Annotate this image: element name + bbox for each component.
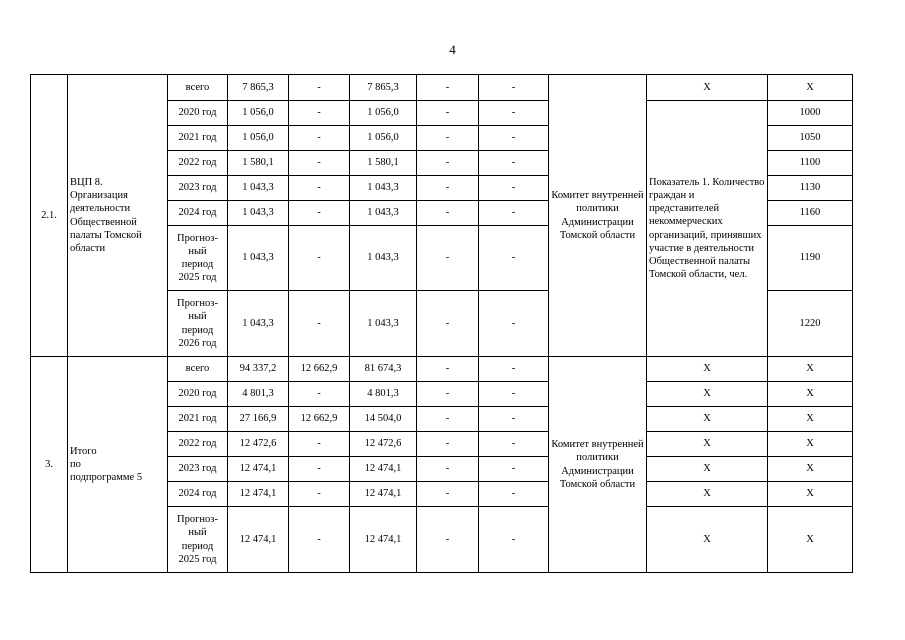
row-number: 2.1. <box>31 75 68 357</box>
other-cell: - <box>479 507 549 573</box>
total-cell: 4 801,3 <box>228 382 289 407</box>
period-cell: 2024 год <box>168 482 228 507</box>
regional-cell: 12 474,1 <box>350 457 417 482</box>
federal-cell: - <box>289 482 350 507</box>
period-cell: 2023 год <box>168 176 228 201</box>
federal-cell: - <box>289 432 350 457</box>
table-row <box>31 75 853 101</box>
regional-cell: 1 043,3 <box>350 226 417 291</box>
regional-cell: 4 801,3 <box>350 382 417 407</box>
federal-cell: - <box>289 507 350 573</box>
federal-cell: - <box>289 291 350 357</box>
regional-cell: 1 580,1 <box>350 151 417 176</box>
federal-cell: - <box>289 75 350 101</box>
other-cell: - <box>479 226 549 291</box>
total-cell: 1 043,3 <box>228 291 289 357</box>
total-cell: 1 056,0 <box>228 101 289 126</box>
federal-cell: 12 662,9 <box>289 407 350 432</box>
period-cell: всего <box>168 357 228 382</box>
local-cell: - <box>417 291 479 357</box>
value-x-cell: X <box>768 457 853 482</box>
period-cell: 2022 год <box>168 432 228 457</box>
other-cell: - <box>479 382 549 407</box>
indicator-x-cell: X <box>647 482 768 507</box>
federal-cell: - <box>289 126 350 151</box>
federal-cell: - <box>289 457 350 482</box>
total-cell: 1 043,3 <box>228 201 289 226</box>
local-cell: - <box>417 176 479 201</box>
other-cell: - <box>479 151 549 176</box>
local-cell: - <box>417 407 479 432</box>
indicator-x-cell: X <box>647 382 768 407</box>
period-cell: 2022 год <box>168 151 228 176</box>
other-cell: - <box>479 176 549 201</box>
regional-cell: 1 043,3 <box>350 291 417 357</box>
federal-cell: - <box>289 226 350 291</box>
total-cell: 12 474,1 <box>228 482 289 507</box>
total-cell: 12 474,1 <box>228 507 289 573</box>
value-x-cell: X <box>768 407 853 432</box>
indicator-value-cell: 1100 <box>768 151 853 176</box>
federal-cell: - <box>289 201 350 226</box>
period-cell: 2020 год <box>168 101 228 126</box>
value-x-cell: X <box>768 382 853 407</box>
local-cell: - <box>417 101 479 126</box>
value-x-cell: X <box>768 357 853 382</box>
total-cell: 1 043,3 <box>228 176 289 201</box>
federal-cell: - <box>289 101 350 126</box>
federal-cell: 12 662,9 <box>289 357 350 382</box>
indicator-text-cell: Показатель 1. Количество граждан и представителей некоммерческих организаций, принявших участие в деятельности Общественной палаты Томской области, чел. <box>647 101 768 357</box>
regional-cell: 12 474,1 <box>350 482 417 507</box>
local-cell: - <box>417 482 479 507</box>
program-table <box>30 74 853 573</box>
regional-cell: 7 865,3 <box>350 75 417 101</box>
other-cell: - <box>479 291 549 357</box>
federal-cell: - <box>289 382 350 407</box>
regional-cell: 12 474,1 <box>350 507 417 573</box>
local-cell: - <box>417 507 479 573</box>
total-cell: 1 056,0 <box>228 126 289 151</box>
other-cell: - <box>479 75 549 101</box>
period-cell: Прогноз- ный период 2026 год <box>168 291 228 357</box>
total-cell: 12 474,1 <box>228 457 289 482</box>
other-cell: - <box>479 201 549 226</box>
regional-cell: 81 674,3 <box>350 357 417 382</box>
period-cell: 2023 год <box>168 457 228 482</box>
local-cell: - <box>417 432 479 457</box>
total-cell: 27 166,9 <box>228 407 289 432</box>
regional-cell: 14 504,0 <box>350 407 417 432</box>
regional-cell: 1 056,0 <box>350 126 417 151</box>
period-cell: 2020 год <box>168 382 228 407</box>
table-row <box>31 357 853 382</box>
page-number: 4 <box>449 42 456 57</box>
indicator-x-cell: X <box>647 432 768 457</box>
other-cell: - <box>479 407 549 432</box>
value-x-cell: X <box>768 482 853 507</box>
total-cell: 7 865,3 <box>228 75 289 101</box>
total-cell: 1 580,1 <box>228 151 289 176</box>
period-cell: 2021 год <box>168 126 228 151</box>
period-cell: всего <box>168 75 228 101</box>
federal-cell: - <box>289 151 350 176</box>
indicator-x-cell: X <box>647 407 768 432</box>
regional-cell: 1 056,0 <box>350 101 417 126</box>
indicator-value-cell: 1160 <box>768 201 853 226</box>
other-cell: - <box>479 101 549 126</box>
value-x-cell: X <box>768 75 853 101</box>
measure-name: ВЦП 8. Организация деятельности Общественной палаты Томской области <box>68 75 168 357</box>
total-cell: 1 043,3 <box>228 226 289 291</box>
local-cell: - <box>417 126 479 151</box>
indicator-x-cell: X <box>647 457 768 482</box>
executor-cell: Комитет внутренней политики Администрации Томской области <box>549 75 647 357</box>
local-cell: - <box>417 151 479 176</box>
indicator-value-cell: 1000 <box>768 101 853 126</box>
other-cell: - <box>479 432 549 457</box>
executor-cell: Комитет внутренней политики Администрации Томской области <box>549 357 647 573</box>
total-cell: 94 337,2 <box>228 357 289 382</box>
period-cell: Прогноз- ный период 2025 год <box>168 507 228 573</box>
indicator-value-cell: 1190 <box>768 226 853 291</box>
measure-name: Итого по подпрограмме 5 <box>68 357 168 573</box>
indicator-value-cell: 1220 <box>768 291 853 357</box>
period-cell: 2021 год <box>168 407 228 432</box>
regional-cell: 1 043,3 <box>350 176 417 201</box>
other-cell: - <box>479 357 549 382</box>
local-cell: - <box>417 201 479 226</box>
local-cell: - <box>417 457 479 482</box>
regional-cell: 1 043,3 <box>350 201 417 226</box>
other-cell: - <box>479 457 549 482</box>
local-cell: - <box>417 75 479 101</box>
federal-cell: - <box>289 176 350 201</box>
total-cell: 12 472,6 <box>228 432 289 457</box>
row-number: 3. <box>31 357 68 573</box>
indicator-value-cell: 1050 <box>768 126 853 151</box>
other-cell: - <box>479 482 549 507</box>
indicator-x-cell: X <box>647 75 768 101</box>
local-cell: - <box>417 357 479 382</box>
period-cell: 2024 год <box>168 201 228 226</box>
other-cell: - <box>479 126 549 151</box>
indicator-value-cell: 1130 <box>768 176 853 201</box>
indicator-x-cell: X <box>647 357 768 382</box>
regional-cell: 12 472,6 <box>350 432 417 457</box>
value-x-cell: X <box>768 432 853 457</box>
period-cell: Прогноз- ный период 2025 год <box>168 226 228 291</box>
value-x-cell: X <box>768 507 853 573</box>
indicator-x-cell: X <box>647 507 768 573</box>
local-cell: - <box>417 382 479 407</box>
local-cell: - <box>417 226 479 291</box>
